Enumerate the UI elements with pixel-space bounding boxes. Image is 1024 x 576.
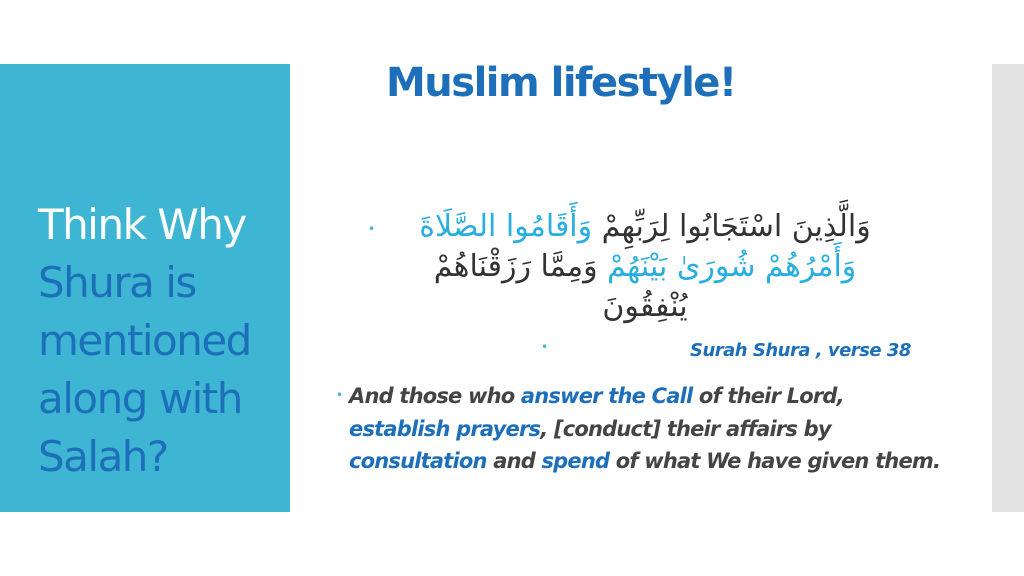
verse-reference: Surah Shura , verse 38 bbox=[690, 340, 911, 361]
arabic-line-1-text: وَالَّذِينَ اسْتَجَابُوا لِرَبِّهِمْ bbox=[592, 209, 871, 244]
arabic-line-2 bbox=[395, 247, 895, 287]
left-heading-line-2: mentioned bbox=[38, 316, 251, 365]
translation-part: of their Lord, bbox=[692, 384, 844, 408]
bullet-icon: • bbox=[368, 222, 376, 236]
translation-highlight: establish prayers bbox=[349, 416, 541, 441]
translation-highlight: answer the Call bbox=[520, 384, 693, 408]
left-heading-line-4: Salah? bbox=[38, 432, 168, 481]
translation-part: And those who bbox=[349, 384, 521, 408]
bullet-icon: • bbox=[336, 388, 344, 402]
left-heading-line-3: along with bbox=[38, 374, 242, 423]
right-strip bbox=[992, 64, 1024, 512]
translation-part: of what We have given them. bbox=[609, 449, 941, 473]
bullet-icon: • bbox=[541, 340, 549, 354]
translation-highlight: spend bbox=[541, 449, 610, 473]
arabic-verse bbox=[395, 207, 895, 327]
left-heading-white-line: Think Why bbox=[38, 200, 246, 249]
arabic-line-1 bbox=[395, 207, 895, 247]
translation-part: and bbox=[486, 449, 542, 473]
left-heading bbox=[38, 196, 288, 486]
slide-title: Muslim lifestyle! bbox=[386, 60, 736, 106]
translation-text bbox=[349, 380, 949, 478]
arabic-line-1-highlight: وَأَقَامُوا الصَّلَاةَ bbox=[419, 209, 593, 244]
translation-highlight: consultation bbox=[349, 449, 487, 473]
arabic-line-2-highlight: وَأَمْرُهُمْ شُورَىٰ بَيْنَهُمْ bbox=[607, 249, 857, 284]
translation-part: , [conduct] their affairs by bbox=[540, 416, 831, 441]
arabic-line-3: يُنْفِقُونَ bbox=[602, 289, 688, 324]
arabic-line-2-text: وَمِمَّا رَزَقْنَاهُمْ bbox=[433, 249, 608, 284]
left-heading-line-1: Shura is bbox=[38, 258, 196, 307]
